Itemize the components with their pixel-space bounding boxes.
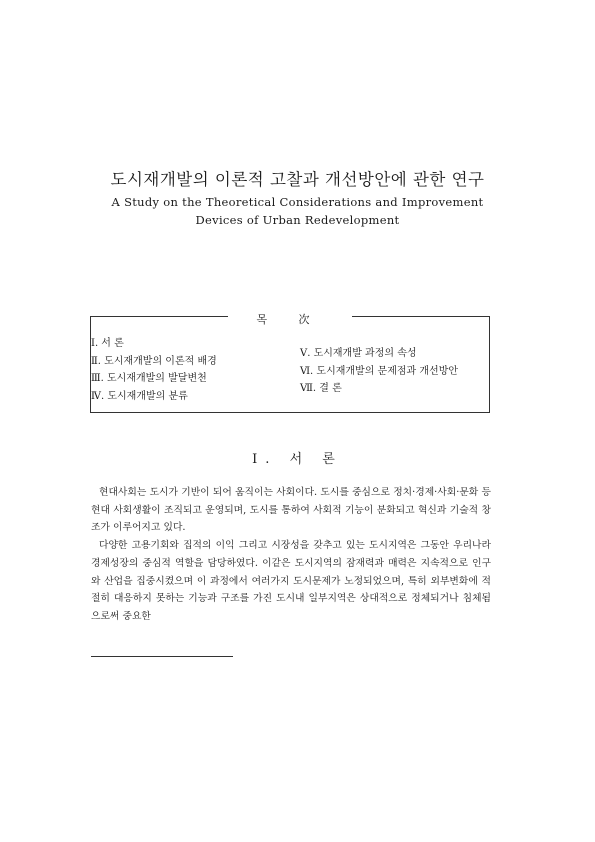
toc-item-7: Ⅶ. 결 론	[300, 383, 342, 394]
toc-heading: 목 次	[228, 313, 351, 326]
table-of-contents	[90, 313, 490, 413]
footnote-divider	[91, 656, 233, 657]
toc-item-1: Ⅰ. 서 론	[91, 338, 124, 349]
toc-item-5: Ⅴ. 도시재개발 과정의 속성	[300, 348, 417, 359]
section-heading: Ⅰ. 서 론	[252, 452, 343, 467]
body-text	[91, 484, 491, 626]
paper-title-english-line2: Devices of Urban Redevelopment	[195, 213, 400, 227]
toc-right-column	[300, 345, 458, 398]
toc-left-column	[91, 335, 217, 405]
paper-title-english	[0, 193, 595, 229]
paper-title-korean: 도시재개발의 이론적 고찰과 개선방안에 관한 연구	[110, 170, 485, 189]
paragraph: 현대사회는 도시가 기반이 되어 움직이는 사회이다. 도시를 중심으로 정치·경제·사회·문화 등 현대 사회생활이 조직되고 운영되며, 도시를 통하여 사회적 기능이 분화되고 혁신과 기술적 창조가 이루어지고 있다.	[91, 487, 491, 534]
toc-item-2: Ⅱ. 도시재개발의 이론적 배경	[91, 355, 217, 367]
paragraph: 다양한 고용기회와 집적의 이익 그리고 시장성을 갖추고 있는 도시지역은 그동안 우리나라 경제성장의 중심적 역할을 담당하였다. 이같은 도시지역의 잠재력과 매력은 지속적으로 인구와 산업을 집중시켰으며 이 과정에서 여러가지 도시문제가 노정되었으며, 특히 외부변화에 적절히 대응하지 못하는 기능과 구조를 가진 도시내 일부지역은 상대적으로 정체되거나 침체됨으로써 중요한	[91, 540, 491, 622]
paper-title-english-line1: A Study on the Theoretical Considerations and Improvement	[111, 195, 484, 209]
toc-item-3: Ⅲ. 도시재개발의 발달변천	[91, 373, 207, 384]
toc-heading-wrap	[91, 308, 489, 327]
toc-item-4: Ⅳ. 도시재개발의 분류	[91, 390, 188, 402]
toc-item-6: Ⅵ. 도시재개발의 문제점과 개선방안	[300, 365, 459, 377]
